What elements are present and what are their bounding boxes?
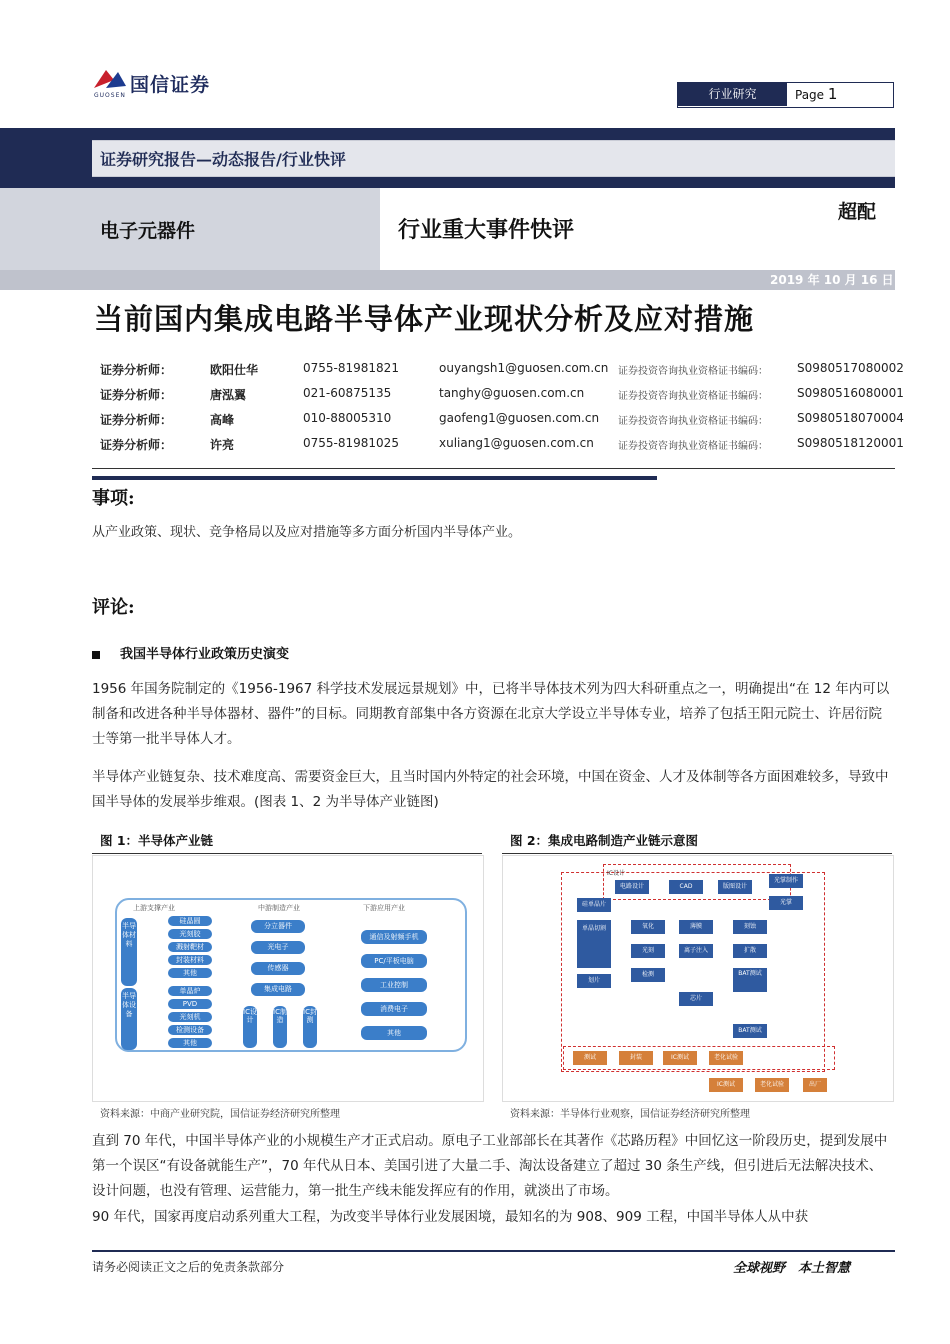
divider [92, 468, 895, 469]
paragraph-3: 直到 70 年代，中国半导体产业的小规模生产才正式启动。原电子工业部部长在其著作《芯路历程》中回忆这一阶段历史，提到发展中第一个误区“有设备就能生产”，70 年代从日本、美国引进了大量二手、淘汰设备建立了超过 30 条生产线，但引进后无法解决技术、设计问题，也没有管理、运营能力，第一批生产线未能发挥应有的作用，就淡出了市场。 [92, 1133, 888, 1199]
fig2-box: 光掌制作 [769, 874, 803, 888]
figure-1-rule [92, 853, 482, 854]
analyst-email[interactable]: gaofeng1@guosen.com.cn [439, 411, 600, 425]
fig2-box: 刻蚀 [733, 920, 767, 934]
analyst-cert-label: 证券投资咨询执业资格证书编码： [618, 416, 768, 427]
fig1-item: PVD [168, 999, 212, 1009]
fig2-box: 电路设计 [615, 880, 649, 894]
sector-name: 电子元器件 [100, 220, 196, 242]
fig2-box: 出厂 [803, 1078, 827, 1092]
fig1-right-item: 其他 [361, 1026, 427, 1040]
fig1-right-item: 消费电子 [361, 1002, 427, 1016]
comment-heading: 评论: [92, 597, 135, 618]
analyst-email[interactable]: ouyangsh1@guosen.com.cn [439, 361, 609, 375]
figure-1-diagram [92, 855, 484, 1102]
figure-2-source: 资料来源：半导体行业观察，国信证券经济研究所整理 [510, 1109, 750, 1120]
analyst-cert-label: 证券投资咨询执业资格证书编码： [618, 441, 768, 452]
rating: 超配 [838, 201, 877, 223]
fig2-box: 封装 [619, 1051, 653, 1065]
analyst-row [100, 436, 904, 456]
fig1-item: 其他 [168, 968, 212, 978]
analyst-email[interactable]: xuliang1@guosen.com.cn [439, 436, 594, 450]
fig2-box: CAD [669, 880, 703, 894]
analyst-row [100, 386, 904, 406]
fig2-box: 单晶切割 [577, 920, 611, 968]
divider-bold [92, 476, 657, 480]
event-heading: 事项: [92, 488, 135, 509]
fig2-box: BAT测试 [733, 968, 767, 992]
fig1-item: 单晶炉 [168, 986, 212, 996]
report-type-tag: 行业研究 [678, 83, 787, 106]
fig2-box: 老化试验 [709, 1051, 743, 1065]
analyst-name: 高峰 [210, 413, 235, 427]
fig2-label: IC设计 [607, 870, 625, 877]
fig2-box: 版图设计 [718, 880, 752, 894]
analyst-phone: 010-88005310 [303, 411, 392, 425]
fig1-mid-sub: IC制造 [273, 1006, 287, 1048]
fig1-mid-item: 光电子 [251, 941, 305, 954]
analyst-cert-label: 证券投资咨询执业资格证书编码： [618, 391, 768, 402]
analyst-email[interactable]: tanghy@guosen.com.cn [439, 386, 585, 400]
analyst-cert-number: S0980516080001 [797, 386, 904, 400]
date-bar [0, 270, 895, 290]
logo-text: 国信证券 [130, 74, 211, 96]
analyst-cert-number: S0980518070004 [797, 411, 904, 425]
analyst-role: 证券分析师： [100, 413, 173, 427]
analyst-role: 证券分析师： [100, 388, 173, 402]
logo-subtext: GUOSEN [94, 92, 126, 99]
paragraph-2: 半导体产业链复杂、技术难度高、需要资金巨大，且当时国内外特定的社会环境，中国在资金、人才及体制等各方面困难较多，导致中国半导体的发展举步维艰。(图表 1、2 为半导体产业链图) [92, 769, 889, 810]
figure-2-diagram [502, 855, 894, 1102]
analyst-name: 欧阳仕华 [210, 363, 259, 377]
fig2-box: 芯片 [679, 992, 713, 1006]
footer-disclaimer: 请务必阅读正文之后的免责条款部分 [92, 1260, 285, 1274]
figure-1-caption: 图 1：半导体产业链 [100, 833, 214, 848]
analyst-name: 唐泓翼 [210, 388, 247, 402]
fig2-box: IC测试 [663, 1051, 697, 1065]
fig1-item: 溅射靶材 [168, 942, 212, 952]
fig1-group: 半导体材料 [121, 918, 137, 986]
fig2-box: 氧化 [631, 920, 665, 934]
fig1-item: 其他 [168, 1038, 212, 1048]
fig2-box: 光掌 [769, 896, 803, 910]
event-text: 从产业政策、现状、竞争格局以及应对措施等多方面分析国内半导体产业。 [92, 525, 522, 540]
analyst-role: 证券分析师： [100, 363, 173, 377]
figure-2-caption: 图 2：集成电路制造产业链示意图 [510, 833, 699, 848]
fig2-box: 检测 [631, 968, 665, 982]
fig2-box: BAT测试 [733, 1024, 767, 1038]
paragraph-1: 1956 年国务院制定的《1956-1967 科学技术发展远景规划》中，已将半导体技术列为四大科研重点之一，明确提出“在 12 年内可以制备和改进各种半导体器材、器件”的目标。同期教育部集中各方资源在北京大学设立半导体专业，培养了包括王阳元院士、许居衍院士等第一批半导体人才。 [92, 681, 890, 747]
analyst-phone: 0755-81981821 [303, 361, 399, 375]
figure-2-rule [502, 853, 892, 854]
fig1-item: 光刻胶 [168, 929, 212, 939]
analyst-row [100, 361, 904, 381]
fig2-box: IC测试 [709, 1078, 743, 1092]
analyst-phone: 021-60875135 [303, 386, 392, 400]
fig1-col-title: 下游应用产业 [363, 904, 405, 912]
report-title: 当前国内集成电路半导体产业现状分析及应对措施 [94, 302, 755, 336]
fig1-col-title: 中游制造产业 [258, 904, 300, 912]
fig1-right-item: 通信及射频手机 [361, 930, 427, 944]
fig1-right-item: 工业控制 [361, 978, 427, 992]
analyst-cert-number: S0980517080002 [797, 361, 904, 375]
fig2-box: 光刻 [631, 944, 665, 958]
paragraph-4: 90 年代，国家再度启动系列重大工程，为改变半导体行业发展困境，最知名的为 908、909 工程，中国半导体人从中获 [92, 1209, 809, 1225]
event-title: 行业重大事件快评 [398, 217, 575, 243]
fig1-mid-item: 分立器件 [251, 920, 305, 933]
report-date: 2019 年 10 月 16 日 [770, 273, 894, 287]
page-label: Page [795, 88, 825, 102]
analyst-phone: 0755-81981025 [303, 436, 399, 450]
fig1-item: 封装材料 [168, 955, 212, 965]
fig1-mid-sub: IC设计 [243, 1006, 257, 1048]
fig1-mid-item: 传感器 [251, 962, 305, 975]
fig1-mid-sub: IC封测 [303, 1006, 317, 1048]
fig1-right-item: PC/平板电脑 [361, 954, 427, 968]
report-category: 证券研究报告—动态报告/行业快评 [100, 150, 346, 169]
figure-1-source: 资料来源：中商产业研究院，国信证券经济研究所整理 [100, 1109, 340, 1120]
fig1-item: 光刻机 [168, 1012, 212, 1022]
analyst-role: 证券分析师： [100, 438, 173, 452]
fig2-box: 离子注入 [679, 944, 713, 958]
page-indicator [795, 83, 837, 107]
analyst-name: 许亮 [210, 438, 235, 452]
fig1-item: 硅晶圆 [168, 916, 212, 926]
analyst-cert-number: S0980518120001 [797, 436, 904, 450]
bullet-title: 我国半导体行业政策历史演变 [120, 647, 290, 662]
footer-slogan: 全球视野 本土智慧 [733, 1261, 851, 1276]
page-number: 1 [827, 85, 838, 103]
fig2-box: 老化试验 [755, 1078, 789, 1092]
bullet-square-icon [92, 651, 100, 659]
fig2-box: 薄膜 [679, 920, 713, 934]
fig2-box: 测试 [573, 1051, 607, 1065]
fig2-box: 扩散 [733, 944, 767, 958]
fig2-box: 硅单晶片 [577, 898, 611, 912]
analyst-cert-label: 证券投资咨询执业资格证书编码： [618, 366, 768, 377]
fig1-mid-item: 集成电路 [251, 983, 305, 996]
analyst-row [100, 411, 904, 431]
fig1-item: 检测设备 [168, 1025, 212, 1035]
footer-rule [92, 1250, 895, 1252]
fig1-col-title: 上游支撑产业 [133, 904, 175, 912]
bullet-heading [92, 643, 289, 662]
fig2-box: 划片 [577, 974, 611, 988]
fig1-group: 半导体设备 [121, 988, 137, 1050]
